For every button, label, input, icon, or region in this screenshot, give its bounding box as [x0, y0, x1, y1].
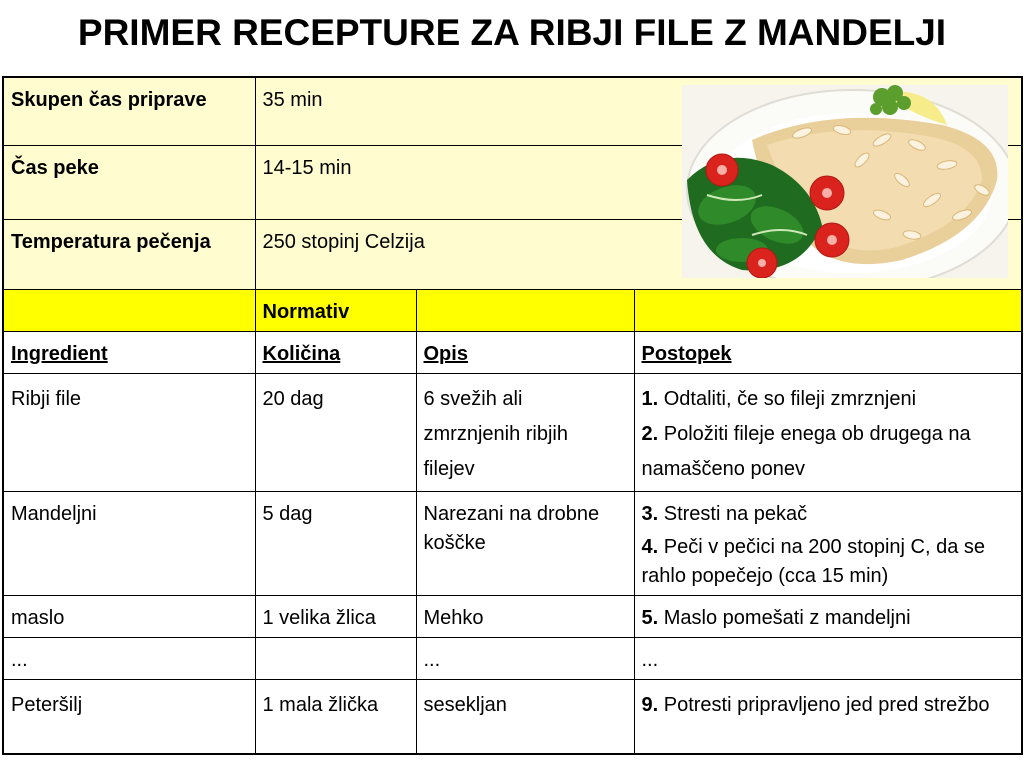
normativ-label: Normativ: [255, 289, 416, 331]
step: [642, 533, 1015, 591]
step-text: Peči v pečici na 200 stopinj C, da se rahlo popečejo (cca 15 min): [641, 535, 986, 587]
postopek-cell: [634, 491, 1022, 595]
step-number: 3.: [641, 502, 659, 525]
ingredient-cell: ...: [3, 637, 255, 679]
opis-line: 6 svežih ali: [423, 387, 523, 410]
step-number: 2.: [641, 422, 659, 445]
opis-line: Mehko: [423, 606, 484, 629]
column-header-row: [3, 331, 1022, 373]
step-number: 1.: [641, 387, 659, 410]
kolicina-cell: 1 velika žlica: [255, 595, 416, 637]
table-row: [3, 491, 1022, 595]
info-label: Čas peke: [3, 145, 255, 219]
kolicina-cell: [255, 637, 416, 679]
header-kolicina: Količina: [255, 331, 416, 373]
step-text: Položiti fileje enega ob drugega na namaščeno ponev: [641, 422, 971, 480]
info-value: 250 stopinj Celzija: [255, 219, 1022, 289]
postopek-cell: [634, 595, 1022, 637]
step-number: 9.: [641, 693, 659, 716]
opis-cell: [416, 491, 634, 595]
opis-line: Narezani na drobne koščke: [423, 502, 600, 554]
fish-dish-photo: [682, 85, 1008, 278]
step-text: Odtaliti, če so fileji zmrznjeni: [663, 387, 917, 410]
step-text: Potresti pripravljeno jed pred strežbo: [663, 693, 990, 716]
normativ-row: [3, 289, 1022, 331]
header-ingredient: Ingredient: [3, 331, 255, 373]
opis-line: zmrznjenih ribjih: [423, 422, 568, 445]
info-value: 14-15 min: [255, 145, 1022, 219]
kolicina-cell: 20 dag: [255, 373, 416, 491]
ingredient-cell: Ribji file: [3, 373, 255, 491]
opis-line: filejev: [423, 457, 475, 480]
ingredient-cell: Peteršilj: [3, 679, 255, 754]
opis-cell: [416, 595, 634, 637]
table-row: [3, 637, 1022, 679]
kolicina-cell: 1 mala žlička: [255, 679, 416, 754]
step: [642, 604, 1015, 633]
step: [642, 417, 1015, 487]
normativ-empty-cell: [634, 289, 1022, 331]
step-text: Maslo pomešati z mandeljni: [663, 606, 911, 629]
opis-line: ...: [423, 648, 441, 671]
ingredient-cell: Mandeljni: [3, 491, 255, 595]
normativ-empty-cell: [416, 289, 634, 331]
info-value: 35 min: [255, 77, 1022, 145]
ingredient-cell: maslo: [3, 595, 255, 637]
kolicina-cell: 5 dag: [255, 491, 416, 595]
header-opis: Opis: [416, 331, 634, 373]
normativ-empty-cell: [3, 289, 255, 331]
opis-cell: [416, 373, 634, 491]
table-row: [3, 595, 1022, 637]
step-text: Stresti na pekač: [663, 502, 808, 525]
step: [642, 500, 1015, 529]
fish-dish-illustration: [682, 85, 1008, 278]
step-number: 5.: [641, 606, 659, 629]
opis-line: sesekljan: [423, 693, 507, 716]
step-text: ...: [641, 648, 659, 671]
postopek-cell: [634, 679, 1022, 754]
page-title: PRIMER RECEPTURE ZA RIBJI FILE Z MANDELJI: [77, 12, 947, 53]
header-postopek: Postopek: [634, 331, 1022, 373]
opis-cell: [416, 679, 634, 754]
step-number: 4.: [641, 535, 659, 558]
info-label: Temperatura pečenja: [3, 219, 255, 289]
opis-cell: [416, 637, 634, 679]
step: [642, 382, 1015, 417]
postopek-cell: [634, 637, 1022, 679]
table-row: [3, 679, 1022, 754]
step: [642, 688, 1015, 722]
step: [642, 646, 1015, 675]
info-label: Skupen čas priprave: [3, 77, 255, 145]
table-row: [3, 373, 1022, 491]
postopek-cell: [634, 373, 1022, 491]
